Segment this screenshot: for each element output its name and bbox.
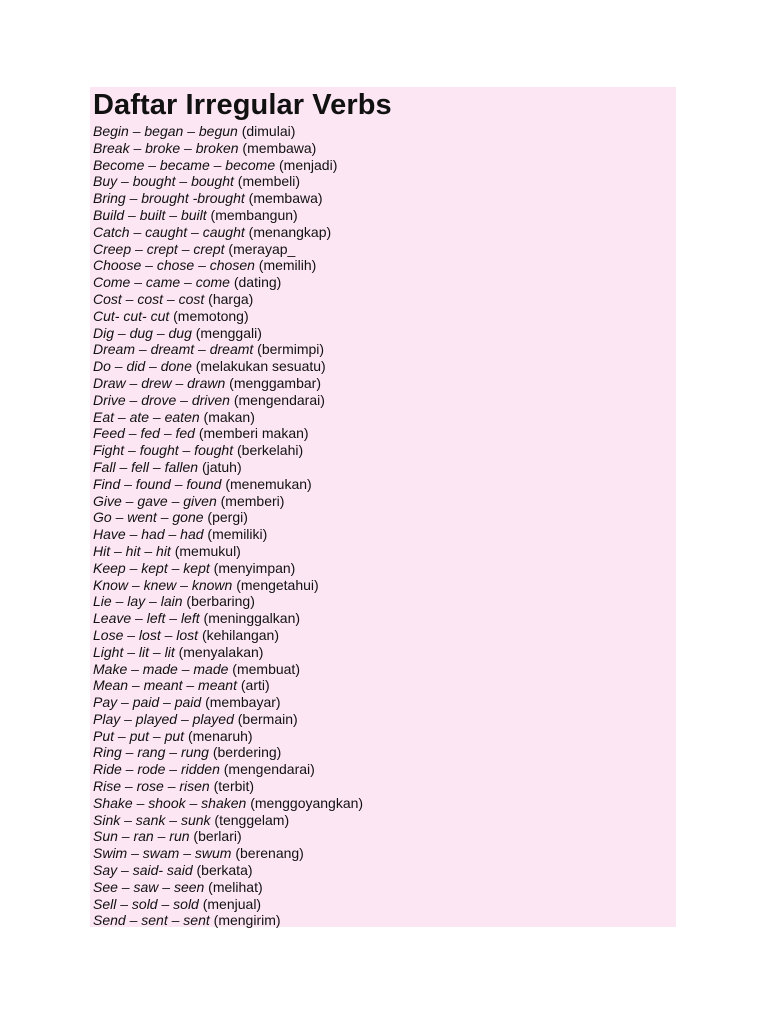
verb-meaning: (berbaring) xyxy=(182,593,255,610)
list-item xyxy=(93,661,676,678)
verb-forms: See – saw – seen xyxy=(93,878,205,895)
verb-forms: Feed – fed – fed xyxy=(93,425,195,442)
list-item xyxy=(93,879,676,896)
verb-forms: Sink – sank – sunk xyxy=(93,811,211,828)
verb-forms: Know – knew – known xyxy=(93,576,233,593)
verb-meaning: (bermimpi) xyxy=(253,341,325,358)
verb-meaning: (berenang) xyxy=(231,845,304,862)
verb-forms: Say – said- said xyxy=(93,862,193,879)
list-item xyxy=(93,308,676,325)
verb-forms: Shake – shook – shaken xyxy=(93,794,247,811)
verb-forms: Drive – drove – driven xyxy=(93,391,230,408)
list-item xyxy=(93,593,676,610)
verb-meaning: (menaruh) xyxy=(184,727,253,744)
verb-meaning: (dimulai) xyxy=(237,123,296,139)
verb-forms: Pay – paid – paid xyxy=(93,694,202,711)
list-item xyxy=(93,744,676,761)
list-item xyxy=(93,358,676,375)
verb-meaning: (melakukan sesuatu) xyxy=(191,358,326,375)
verb-forms: Break – broke – broken xyxy=(93,139,239,156)
verb-meaning: (berdering) xyxy=(208,744,282,761)
list-item xyxy=(93,157,676,174)
verb-forms: Ring – rang – rung xyxy=(93,744,209,761)
list-item xyxy=(93,476,676,493)
verb-forms: Make – made – made xyxy=(93,660,229,677)
verb-meaning: (membawa) xyxy=(244,190,323,207)
verb-forms: Light – lit – lit xyxy=(93,643,175,660)
verb-forms: Dream – dreamt – dreamt xyxy=(93,341,254,358)
list-item xyxy=(93,241,676,258)
verb-meaning: (memberi) xyxy=(216,492,285,509)
list-item xyxy=(93,677,676,694)
list-item xyxy=(93,291,676,308)
list-item xyxy=(93,644,676,661)
verb-meaning: (membeli) xyxy=(233,173,301,190)
verb-meaning: (mengirim) xyxy=(209,912,281,929)
verb-forms: Choose – chose – chosen xyxy=(93,257,255,274)
list-item xyxy=(93,896,676,913)
list-item xyxy=(93,325,676,342)
list-item xyxy=(93,560,676,577)
document-title: Daftar Irregular Verbs xyxy=(93,89,392,121)
list-item xyxy=(93,140,676,157)
list-item xyxy=(93,845,676,862)
verb-forms: Find – found – found xyxy=(93,475,222,492)
verb-meaning: (menjadi) xyxy=(275,156,338,173)
list-item xyxy=(93,862,676,879)
verb-meaning: (menangkap) xyxy=(244,223,332,240)
verb-forms: Build – built – built xyxy=(93,206,207,223)
list-item xyxy=(93,694,676,711)
list-item xyxy=(93,190,676,207)
list-item xyxy=(93,392,676,409)
verb-forms: Put – put – put xyxy=(93,727,185,744)
verb-forms: Sell – sold – sold xyxy=(93,895,199,912)
list-item xyxy=(93,173,676,190)
list-item xyxy=(93,795,676,812)
verb-meaning: (memotong) xyxy=(169,307,249,324)
document-panel xyxy=(90,87,676,927)
verb-meaning: (membawa) xyxy=(238,139,317,156)
verb-forms: Go – went – gone xyxy=(93,509,204,526)
verb-meaning: (bermain) xyxy=(233,710,298,727)
verb-meaning: (memiliki) xyxy=(203,526,268,543)
verb-meaning: (jatuh) xyxy=(198,458,242,475)
list-item xyxy=(93,761,676,778)
verb-meaning: (memilih) xyxy=(254,257,317,274)
verb-meaning: (menggali) xyxy=(191,324,262,341)
list-item xyxy=(93,509,676,526)
list-item xyxy=(93,493,676,510)
verb-meaning: (menggambar) xyxy=(225,374,321,391)
verb-forms: Bring – brought -brought xyxy=(93,190,245,207)
list-item xyxy=(93,577,676,594)
verb-forms: Do – did – done xyxy=(93,358,192,375)
verb-forms: Eat – ate – eaten xyxy=(93,408,200,425)
list-item xyxy=(93,778,676,795)
list-item xyxy=(93,341,676,358)
verb-forms: Have – had – had xyxy=(93,526,204,543)
verb-meaning: (membuat) xyxy=(228,660,300,677)
verb-forms: Fall – fell – fallen xyxy=(93,458,199,475)
verb-forms: Send – sent – sent xyxy=(93,912,210,929)
list-item xyxy=(93,543,676,560)
verb-meaning: (menemukan) xyxy=(221,475,312,492)
verb-meaning: (mengetahui) xyxy=(232,576,319,593)
verb-forms: Cut- cut- cut xyxy=(93,307,170,324)
verb-meaning: (melihat) xyxy=(204,878,263,895)
verb-meaning: (menggoyangkan) xyxy=(246,794,364,811)
verb-forms: Creep – crept – crept xyxy=(93,240,225,257)
verb-forms: Lie – lay – lain xyxy=(93,593,183,610)
verb-forms: Leave – left – left xyxy=(93,610,200,627)
verb-meaning: (merayap_ xyxy=(224,240,296,257)
list-item xyxy=(93,711,676,728)
verb-meaning: (memukul) xyxy=(170,542,241,559)
verb-meaning: (menyimpan) xyxy=(209,559,296,576)
list-item xyxy=(93,610,676,627)
verb-forms: Sun – ran – run xyxy=(93,828,190,845)
list-item xyxy=(93,828,676,845)
list-item xyxy=(93,442,676,459)
verb-meaning: (mengendarai) xyxy=(219,761,315,778)
verb-forms: Draw – drew – drawn xyxy=(93,374,226,391)
verb-forms: Hit – hit – hit xyxy=(93,542,171,559)
verb-meaning: (kehilangan) xyxy=(198,626,279,643)
verb-forms: Come – came – come xyxy=(93,274,230,291)
verb-meaning: (berkelahi) xyxy=(233,442,304,459)
verb-meaning: (membayar) xyxy=(201,694,281,711)
verb-forms: Cost – cost – cost xyxy=(93,290,205,307)
list-item xyxy=(93,123,676,140)
list-item xyxy=(93,207,676,224)
verb-meaning: (meninggalkan) xyxy=(199,610,301,627)
list-item xyxy=(93,425,676,442)
verb-forms: Fight – fought – fought xyxy=(93,442,234,459)
list-item xyxy=(93,409,676,426)
list-item xyxy=(93,224,676,241)
list-item xyxy=(93,459,676,476)
verb-forms: Play – played – played xyxy=(93,710,234,727)
verb-meaning: (pergi) xyxy=(203,509,248,526)
verb-meaning: (tenggelam) xyxy=(210,811,290,828)
verb-forms: Catch – caught – caught xyxy=(93,223,245,240)
verb-meaning: (makan) xyxy=(199,408,255,425)
verb-forms: Give – gave – given xyxy=(93,492,217,509)
verb-meaning: (harga) xyxy=(204,290,254,307)
verb-forms: Swim – swam – swum xyxy=(93,845,232,862)
verb-meaning: (menjual) xyxy=(198,895,262,912)
verb-forms: Dig – dug – dug xyxy=(93,324,192,341)
verb-forms: Rise – rose – risen xyxy=(93,778,210,795)
verb-forms: Buy – bought – bought xyxy=(93,173,234,190)
verb-meaning: (mengendarai) xyxy=(229,391,325,408)
list-item xyxy=(93,627,676,644)
verb-forms: Become – became – become xyxy=(93,156,276,173)
list-item xyxy=(93,912,676,929)
list-item xyxy=(93,728,676,745)
verb-meaning: (membangun) xyxy=(206,206,298,223)
verb-meaning: (menyalakan) xyxy=(174,643,264,660)
verb-meaning: (terbit) xyxy=(209,778,255,795)
verb-meaning: (arti) xyxy=(236,677,270,694)
list-item xyxy=(93,257,676,274)
verb-forms: Lose – lost – lost xyxy=(93,626,199,643)
verb-forms: Begin – began – begun xyxy=(93,123,238,139)
verb-meaning: (berlari) xyxy=(189,828,242,845)
verb-forms: Ride – rode – ridden xyxy=(93,761,220,778)
list-item xyxy=(93,274,676,291)
verb-forms: Keep – kept – kept xyxy=(93,559,210,576)
verb-list xyxy=(93,123,676,929)
verb-meaning: (berkata) xyxy=(192,862,253,879)
verb-forms: Mean – meant – meant xyxy=(93,677,237,694)
list-item xyxy=(93,375,676,392)
list-item xyxy=(93,812,676,829)
list-item xyxy=(93,526,676,543)
verb-meaning: (dating) xyxy=(229,274,282,291)
verb-meaning: (memberi makan) xyxy=(194,425,309,442)
